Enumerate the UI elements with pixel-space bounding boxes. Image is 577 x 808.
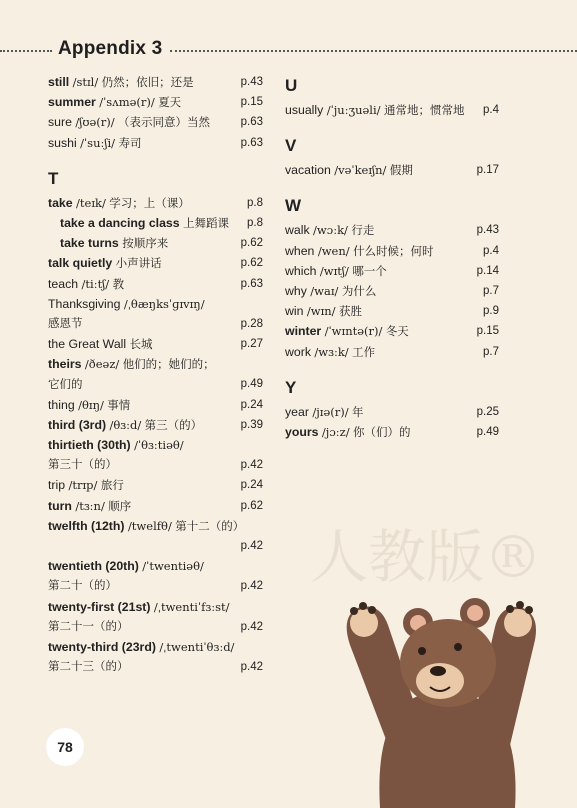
- page-reference: p.27: [240, 338, 263, 351]
- glossary-entry: [48, 233, 263, 253]
- glossary-entry: [48, 496, 263, 516]
- page-reference: p.17: [476, 164, 499, 177]
- chinese-meaning: 冬天: [385, 326, 409, 339]
- headword: twenty-first (21st): [48, 599, 151, 614]
- page-reference: p.24: [240, 479, 263, 492]
- phonetic: /wɪtʃ/: [319, 263, 349, 278]
- phonetic: /ˈtwentiəθ/: [142, 559, 204, 574]
- glossary-entry: [285, 220, 499, 240]
- glossary-entry: [285, 402, 499, 422]
- glossary-entry: [48, 395, 263, 415]
- headword: theirs: [48, 357, 82, 372]
- page-reference: p.42: [240, 661, 263, 674]
- headword: thing: [48, 397, 75, 412]
- headword: walk: [285, 223, 310, 238]
- headword: twenty-third (23rd): [48, 639, 156, 654]
- glossary-entry: [48, 597, 263, 637]
- headword: work: [285, 344, 311, 359]
- glossary-column-right: [285, 72, 499, 442]
- meaning-continued: 它们的: [48, 379, 83, 392]
- glossary-column-left: [48, 72, 263, 677]
- chinese-meaning: 工作: [352, 346, 376, 359]
- headword: which: [285, 263, 317, 278]
- glossary-entry: [285, 321, 499, 341]
- headword: take a dancing class: [60, 215, 180, 230]
- glossary-entry: [48, 475, 263, 495]
- phonetic: /wɪn/: [306, 304, 336, 319]
- headword: take: [48, 195, 73, 210]
- phonetic: /jɪə(r)/: [312, 404, 349, 419]
- page-reference: p.49: [476, 425, 499, 438]
- phonetic: /vəˈkeɪʃn/: [334, 163, 387, 178]
- page-reference: p.62: [240, 499, 263, 512]
- phonetic: /θɪŋ/: [78, 397, 104, 412]
- page-title: Appendix 3: [58, 38, 163, 59]
- glossary-entry: [48, 354, 263, 394]
- headword: summer: [48, 95, 96, 110]
- phonetic: /ˌtwentiˈfɜːst/: [153, 599, 230, 614]
- chinese-meaning: 你（们）的: [353, 426, 411, 439]
- chinese-meaning: 按顺序来: [122, 238, 169, 251]
- phonetic: /ˈθɜːtiəθ/: [134, 438, 184, 453]
- headword: the Great Wall: [48, 337, 127, 352]
- page-reference: p.8: [247, 216, 263, 229]
- page-reference: p.7: [483, 284, 499, 297]
- page-reference: p.63: [240, 116, 263, 129]
- phonetic: /trɪp/: [68, 478, 98, 493]
- chinese-meaning: （表示同意）当然: [118, 117, 211, 130]
- glossary-entry: [48, 334, 263, 354]
- phonetic: /twelfθ/: [127, 518, 172, 533]
- phonetic: /stɪl/: [72, 75, 99, 89]
- headword: yours: [285, 424, 319, 439]
- chinese-meaning: 他们的；她们的；: [122, 359, 215, 372]
- headword: twelfth (12th): [48, 518, 125, 533]
- glossary-entry: [48, 92, 263, 112]
- headword: take turns: [60, 236, 119, 251]
- section-letter-t: T: [48, 168, 59, 188]
- chinese-meaning: 哪一个: [352, 265, 387, 278]
- section-letter-y: Y: [285, 377, 297, 397]
- chinese-meaning: 仍然；依旧；还是: [101, 77, 194, 89]
- phonetic: /ˈsuːʃi/: [80, 135, 116, 150]
- glossary-entry: [48, 274, 263, 294]
- glossary-entry: [48, 516, 263, 556]
- section-letter-w: W: [285, 196, 302, 216]
- phonetic: /ˈjuːʒuəli/: [326, 103, 381, 117]
- glossary-entry: [48, 72, 263, 92]
- phonetic: /tɜːn/: [75, 498, 105, 513]
- glossary-entry: [285, 160, 499, 180]
- chinese-meaning: 假期: [389, 165, 413, 178]
- page-reference: p.15: [476, 325, 499, 338]
- phonetic: /ˈwɪntə(r)/: [324, 324, 383, 339]
- chinese-meaning: 上舞蹈课: [183, 217, 230, 230]
- phonetic: /waɪ/: [310, 283, 339, 298]
- page-reference: p.4: [483, 104, 499, 116]
- headword: teach: [48, 276, 79, 291]
- page-reference: p.62: [240, 257, 263, 270]
- chinese-meaning: 行走: [351, 225, 375, 238]
- phonetic: /jɔːz/: [321, 424, 350, 439]
- publisher-watermark: 人教版®: [310, 523, 543, 591]
- meaning-continued: 第三十（的）: [48, 459, 117, 472]
- glossary-entry: [285, 342, 499, 362]
- headword: trip: [48, 478, 66, 493]
- chinese-meaning: 教: [112, 278, 125, 291]
- header-dots-right: [170, 50, 577, 52]
- chinese-meaning: 长城: [129, 339, 153, 352]
- chinese-meaning: 年: [352, 406, 364, 419]
- meaning-continued: 第二十（的）: [48, 580, 117, 593]
- phonetic: /ˌtwentiˈθɜːd/: [159, 639, 235, 654]
- headword: still: [48, 75, 70, 89]
- chinese-meaning: 通常地；惯常地: [383, 105, 465, 117]
- page-reference: p.24: [240, 398, 263, 411]
- headword: vacation: [285, 163, 331, 178]
- phonetic: /ʃʊə(r)/: [75, 115, 115, 130]
- bear-illustration: [330, 585, 577, 808]
- glossary-entry: [48, 112, 263, 132]
- appendix-header: [0, 38, 577, 64]
- chinese-meaning: 什么时候；何时: [353, 245, 434, 258]
- headword: year: [285, 404, 309, 419]
- chinese-meaning: 为什么: [341, 285, 377, 298]
- page-reference: p.43: [240, 76, 263, 88]
- glossary-entry: [285, 301, 499, 321]
- page-reference: p.39: [240, 418, 263, 431]
- headword: why: [285, 283, 307, 298]
- chinese-meaning: 第十二（的）: [175, 520, 245, 533]
- glossary-entry: [48, 253, 263, 273]
- headword: winter: [285, 324, 322, 339]
- page-reference: p.42: [240, 580, 263, 593]
- chinese-meaning: 夏天: [158, 97, 182, 110]
- glossary-entry: [48, 133, 263, 153]
- phonetic: /tiːtʃ/: [81, 276, 110, 291]
- headword: thirtieth (30th): [48, 438, 131, 453]
- glossary-entry: [48, 193, 263, 213]
- meaning-continued: 第二十一（的）: [48, 620, 129, 633]
- page-reference: p.8: [247, 196, 263, 209]
- glossary-entry: [48, 556, 263, 596]
- phonetic: /teɪk/: [76, 195, 106, 210]
- page-reference: p.63: [240, 277, 263, 290]
- headword: Thanksgiving: [48, 296, 121, 311]
- phonetic: /θɜːd/: [109, 417, 142, 432]
- phonetic: /wɜːk/: [314, 344, 349, 359]
- glossary-entry: [48, 637, 263, 677]
- phonetic: /ˈsʌmə(r)/: [99, 95, 155, 110]
- page-reference: p.43: [476, 224, 499, 237]
- phonetic: /ˌθæŋksˈɡɪvɪŋ/: [123, 296, 205, 311]
- headword: twentieth (20th): [48, 559, 139, 574]
- phonetic: /wen/: [317, 243, 350, 258]
- page-reference: p.9: [483, 305, 499, 318]
- headword: sushi: [48, 135, 77, 150]
- glossary-entry: [48, 294, 263, 334]
- chinese-meaning: 第三（的）: [144, 419, 203, 432]
- page-reference: p.14: [476, 264, 499, 277]
- headword: talk quietly: [48, 256, 113, 271]
- phonetic: /wɔːk/: [313, 223, 348, 238]
- page-reference: p.49: [240, 378, 263, 391]
- chinese-meaning: 寿司: [118, 137, 142, 150]
- section-letter-v: V: [285, 136, 297, 156]
- page-reference: p.25: [476, 405, 499, 418]
- headword: win: [285, 304, 304, 319]
- glossary-entry: [285, 241, 499, 261]
- page-reference: p.42: [240, 620, 263, 633]
- page-reference: p.4: [483, 244, 499, 257]
- page-number: 78: [46, 728, 84, 766]
- headword: third (3rd): [48, 417, 107, 432]
- meaning-continued: 第二十三（的）: [48, 661, 129, 674]
- headword: usually: [285, 103, 324, 117]
- glossary-entry: [48, 415, 263, 435]
- chinese-meaning: 旅行: [100, 480, 124, 493]
- page-reference: p.7: [483, 345, 499, 358]
- glossary-entry: [285, 281, 499, 301]
- page-reference: p.63: [240, 136, 263, 149]
- page-reference: p.62: [240, 237, 263, 250]
- headword: sure: [48, 115, 72, 130]
- glossary-entry: [285, 422, 499, 442]
- meaning-continued: 感恩节: [48, 317, 83, 330]
- page-reference: p.15: [240, 96, 263, 109]
- page-reference: p.42: [240, 459, 263, 472]
- page-reference: p.42: [240, 539, 263, 552]
- chinese-meaning: 学习；上（课）: [109, 197, 190, 210]
- glossary-entry: [48, 435, 263, 475]
- headword: when: [285, 243, 315, 258]
- chinese-meaning: 事情: [107, 399, 131, 412]
- section-letter-u: U: [285, 76, 298, 95]
- chinese-meaning: 获胜: [338, 306, 362, 319]
- chinese-meaning: 小声讲话: [115, 258, 162, 271]
- page-reference: p.28: [240, 317, 263, 330]
- headword: turn: [48, 498, 72, 513]
- header-dots-left: [0, 50, 52, 52]
- glossary-entry: [285, 100, 499, 120]
- phonetic: /ðeəz/: [84, 357, 120, 372]
- glossary-entry: [48, 213, 263, 233]
- glossary-entry: [285, 261, 499, 281]
- chinese-meaning: 顺序: [108, 500, 132, 513]
